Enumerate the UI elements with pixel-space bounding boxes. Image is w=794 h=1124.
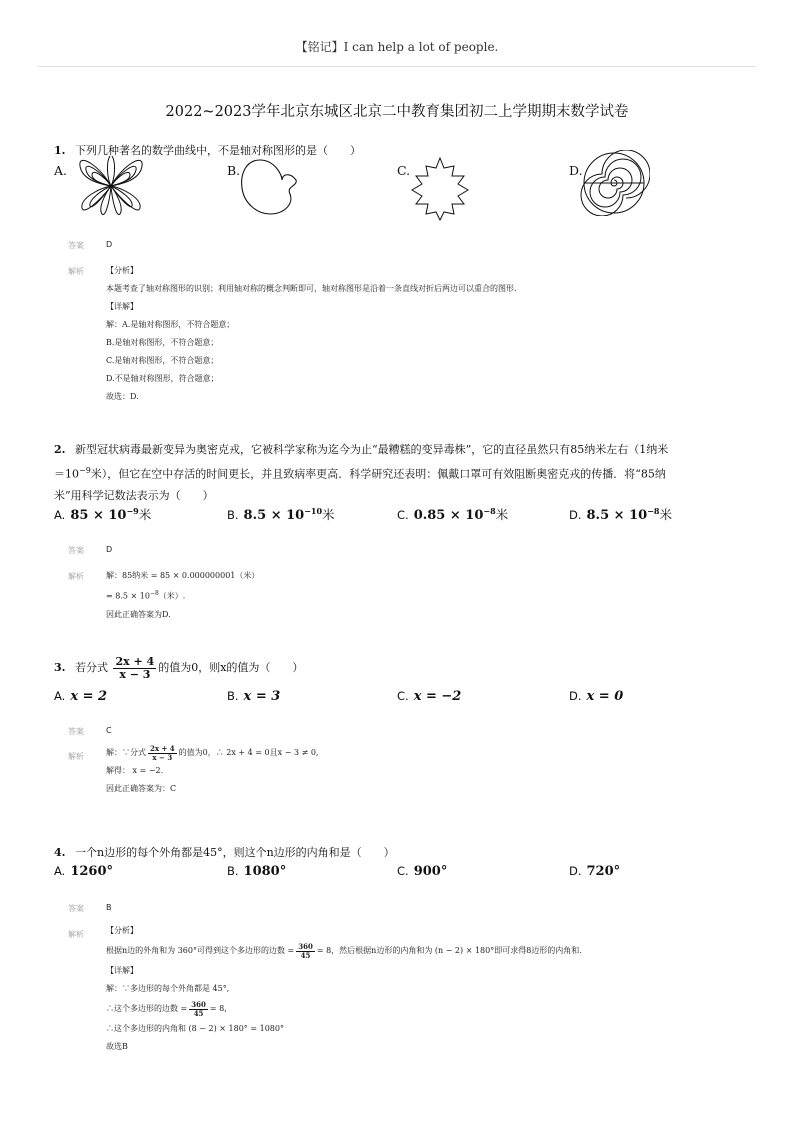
analysis-line: C.是轴对称图形，不符合题意；	[106, 356, 219, 365]
butterfly-curve-figure	[70, 148, 152, 220]
question-number: 3.	[54, 661, 66, 675]
option-a-label: A.	[54, 163, 68, 178]
koch-snowflake-figure	[410, 156, 470, 222]
analysis-line: 故选B	[106, 1042, 128, 1051]
option-b: B. x = 3	[227, 689, 281, 704]
question-stem-line: 新型冠状病毒最新变异为奥密克戎，它被科学家称为迄今为止“最糟糕的变异毒株”，它的直径虽然只有85纳米左右（1纳米	[74, 443, 669, 456]
analysis-line: D.不是轴对称图形，符合题意；	[106, 374, 219, 383]
question-stem: 的值为0，则x的值为（ ）	[158, 661, 304, 675]
analysis-line: 因此正确答案为D.	[106, 609, 171, 619]
question-4	[54, 842, 754, 863]
analysis-label: 解析	[68, 267, 84, 276]
question-number: 2.	[54, 443, 66, 456]
question-2	[54, 439, 754, 506]
analysis-line: ∴这个多边形的内角和 (8 − 2) × 180° = 1080°	[106, 1024, 284, 1033]
analysis-line: 【分析】	[106, 926, 138, 935]
fraction: $\frac{2x + 4}{x - 3}$	[115, 655, 155, 681]
option-c-label: C.	[397, 163, 411, 178]
analysis-line: 根据n边的外角和为 360°可得到这个多边形的边数 = $\frac{360}{45}$ = 8，然后根据n边形的内角和为 (n − 2) × 180°即可求得8边形的内角和.	[106, 942, 582, 960]
analysis-line: 解：85纳米 = 85 × 0.000000001（米）	[106, 571, 260, 580]
analysis-line: B.是轴对称图形，不符合题意；	[106, 338, 219, 347]
page-header: 【铭记】I can help a lot of people.	[295, 40, 499, 54]
spiral-curve-figure	[578, 150, 650, 216]
question-3	[54, 656, 754, 680]
answer-value: C	[106, 726, 112, 735]
cardioid-curve-figure	[238, 156, 300, 218]
question-2-analysis	[106, 567, 746, 624]
option-b-label: B.	[227, 163, 241, 178]
option-c: C. 900°	[397, 864, 448, 879]
header-divider	[38, 66, 756, 67]
answer-label: 答案	[68, 904, 84, 913]
analysis-line: 故选：D.	[106, 392, 139, 401]
answer-label: 答案	[68, 727, 84, 736]
option-d: D. $8.5 \times 10^{-8}$米	[569, 505, 672, 523]
analysis-line: 本题考查了轴对称图形的识别；利用轴对称的概念判断即可，轴对称图形是沿着一条直线对折后两边可以重合的图形.	[106, 284, 517, 293]
analysis-line: 解得： x = −2.	[106, 766, 164, 775]
analysis-label: 解析	[68, 752, 84, 761]
question-stem: 一个n边形的每个外角都是45°，则这个n边形的内角和是（ ）	[74, 846, 395, 859]
answer-label: 答案	[68, 546, 84, 555]
option-b: B. 1080°	[227, 864, 287, 879]
answer-value: B	[106, 903, 112, 912]
analysis-label: 解析	[68, 930, 84, 939]
answer-value: D	[106, 545, 113, 554]
option-c: C. x = −2	[397, 689, 462, 704]
analysis-line: 【详解】	[106, 966, 138, 975]
answer-label: 答案	[68, 241, 84, 250]
option-d: D. x = 0	[569, 689, 624, 704]
answer-value: D	[106, 240, 113, 249]
question-3-options	[54, 688, 754, 712]
question-4-options	[54, 863, 754, 887]
option-d: D. 720°	[569, 864, 621, 879]
analysis-line: ∴这个多边形的边数 = $\frac{360}{45}$ = 8,	[106, 1000, 227, 1018]
analysis-line: = $8.5 \times 10^{-8}$（米）.	[106, 590, 186, 601]
analysis-line: 解：A.是轴对称图形，不符合题意；	[106, 320, 235, 329]
question-stem-line: 米），但它在空中存活的时间更长，并且致病率更高．科学研究还表明：佩戴口罩可有效阻断奥密克戎的传播．将“85纳	[90, 467, 666, 481]
question-4-analysis	[106, 922, 746, 1056]
option-b: B. $8.5 \times 10^{-10}$米	[227, 505, 335, 523]
option-d-label: D.	[569, 163, 583, 178]
question-number: 1.	[54, 144, 66, 157]
page-title: 2022~2023学年北京东城区北京二中教育集团初二上学期期末数学试卷	[165, 104, 629, 120]
question-stem: 下列几种著名的数学曲线中，不是轴对称图形的是（ ）	[74, 144, 361, 157]
option-c: C. $0.85 \times 10^{-8}$米	[397, 505, 509, 523]
option-a: A. x = 2	[54, 689, 108, 704]
question-stem: 若分式	[74, 661, 108, 675]
math-expression: ＝10	[54, 467, 79, 481]
question-1-analysis	[106, 262, 746, 406]
question-3-analysis	[106, 744, 746, 798]
analysis-label: 解析	[68, 572, 84, 581]
analysis-line: 因此正确答案为：C	[106, 784, 177, 793]
option-a: A. $85 \times 10^{-9}$米	[54, 505, 152, 523]
analysis-line: 【详解】	[106, 302, 138, 311]
analysis-line: 解：∵分式 $\frac{2x + 4}{x - 3}$ 的值为0，∴ 2x + 4 = 0且x − 3 ≠ 0,	[106, 744, 319, 762]
question-2-options	[54, 505, 754, 529]
math-exponent: −9	[79, 466, 91, 475]
analysis-line: 【分析】	[106, 266, 138, 275]
analysis-line: 解：∵多边形的每个外角都是 45°,	[106, 984, 230, 993]
question-stem-line: 米”用科学记数法表示为（ ）	[54, 488, 214, 502]
question-number: 4.	[54, 846, 66, 859]
option-a: A. 1260°	[54, 864, 114, 879]
